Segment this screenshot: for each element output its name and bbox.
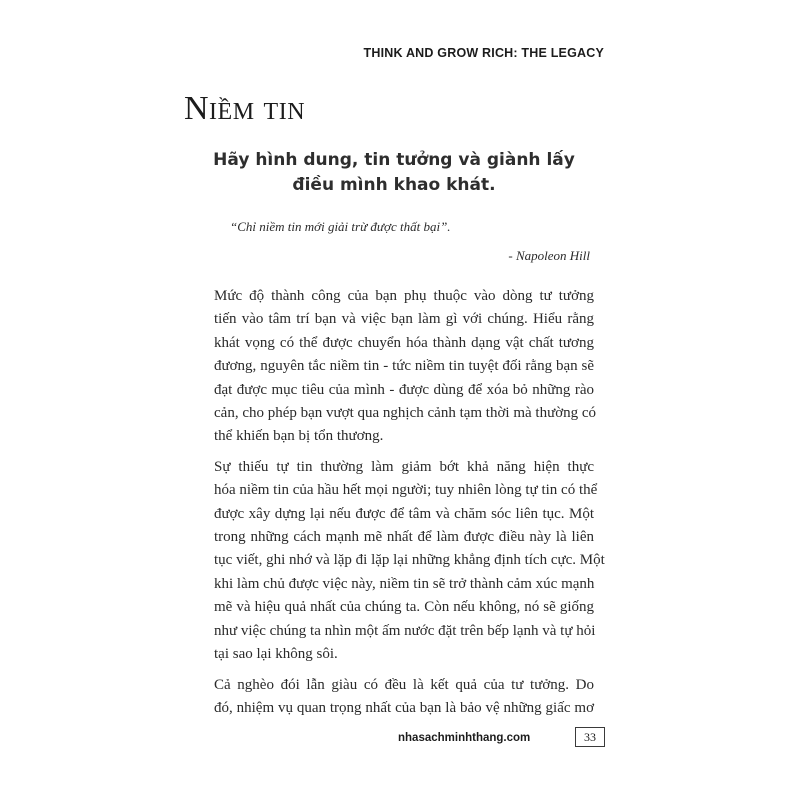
text-line: tục viết, ghi nhớ và lặp đi lặp lại những khẳng định tích cực. Một xyxy=(214,552,605,569)
text-line: khi làm chủ được việc này, niềm tin sẽ trở thành cảm xúc mạnh xyxy=(214,575,595,592)
body-text xyxy=(186,285,605,727)
subtitle-line: Hãy hình dung, tin tưởng và giành lấy xyxy=(213,150,575,170)
text-line: như việc chúng ta nhìn một ấm nước đặt trên bếp lạnh và tự hỏi xyxy=(214,622,596,639)
chapter-title: Niềm tin xyxy=(184,90,306,127)
text-line: đạt được mục tiêu của mình - được dùng để xóa bỏ những rào xyxy=(214,381,594,398)
page-number: 33 xyxy=(575,727,605,747)
paragraph xyxy=(186,456,605,667)
paragraph xyxy=(186,285,597,449)
text-line: Mức độ thành công của bạn phụ thuộc vào dòng tư tưởng xyxy=(214,288,594,304)
text-line: trong những cách mạnh mẽ nhất để làm được điều này là liên xyxy=(214,529,594,546)
text-line: tại sao lại không sôi. xyxy=(214,646,338,663)
text-line: thể khiến bạn bị tổn thương. xyxy=(214,428,384,445)
subtitle-line: điều mình khao khát. xyxy=(292,175,496,195)
text-line: mẽ và hiệu quả nhất của chúng ta. Còn nếu không, nó sẽ giống xyxy=(214,599,594,616)
text-line: đương, nguyên tắc niềm tin - tức niềm tin tuyệt đối rằng bạn sẽ xyxy=(214,358,594,375)
footer-website: nhasachminhthang.com xyxy=(398,732,531,744)
chapter-subtitle xyxy=(184,148,604,198)
text-line: Sự thiếu tự tin thường làm giảm bớt khả năng hiện thực xyxy=(214,458,594,475)
epigraph-quote: “Chỉ niềm tin mới giải trừ được thất bại”. xyxy=(230,219,451,234)
epigraph-attribution: - Napoleon Hill xyxy=(508,248,590,263)
text-line: được xây dựng lại nếu được để tâm và chăm sóc liên tục. Một xyxy=(214,505,594,522)
running-header: THINK AND GROW RICH: THE LEGACY xyxy=(363,46,604,60)
text-line: Cả nghèo đói lẫn giàu có đều là kết quả của tư tưởng. Do xyxy=(214,676,594,693)
text-line: khát vọng có thể được chuyển hóa thành dạng vật chất tương xyxy=(214,334,594,351)
paragraph xyxy=(186,674,594,721)
text-line: đó, nhiệm vụ quan trọng nhất của bạn là bảo vệ những giấc mơ xyxy=(214,699,594,716)
text-line: hóa niềm tin của hầu hết mọi người; tuy nhiên lòng tự tin có thể xyxy=(214,482,598,499)
text-line: cản, cho phép bạn vượt qua nghịch cảnh tạm thời mà thường có xyxy=(214,405,597,422)
text-line: tiến vào tâm trí bạn và việc bạn làm gì với chúng. Hiểu rằng xyxy=(214,311,594,328)
